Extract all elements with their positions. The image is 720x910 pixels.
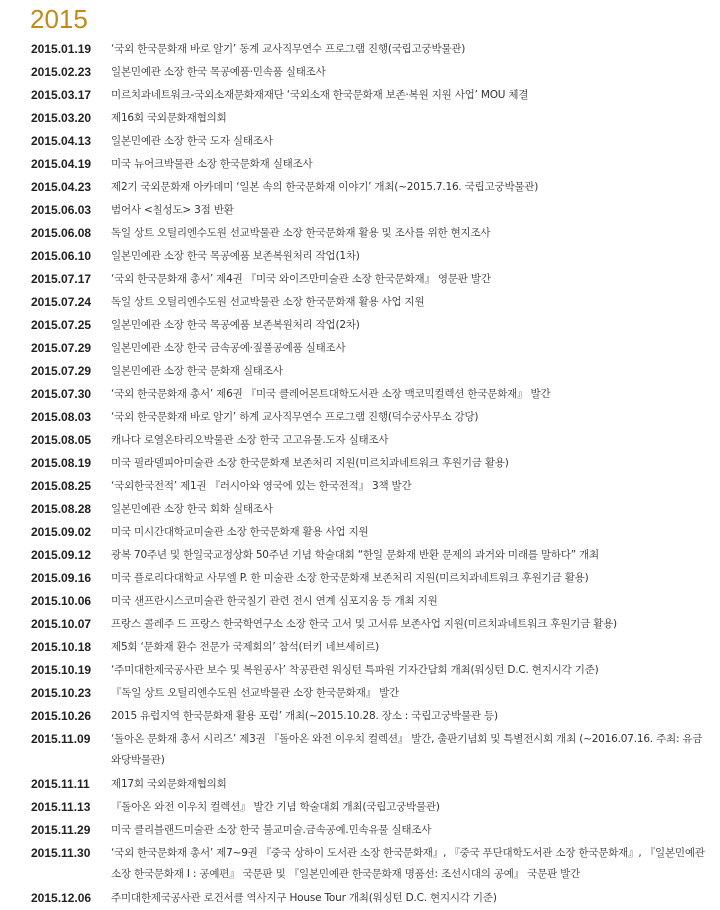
entry-date: 2015.04.23 xyxy=(31,180,92,194)
entry-date: 2015.06.08 xyxy=(31,226,92,240)
entry-date: 2015.11.29 xyxy=(31,823,91,837)
history-entry xyxy=(0,291,720,314)
entry-date: 2015.08.28 xyxy=(31,502,92,516)
history-entry xyxy=(0,682,720,705)
entry-date: 2015.07.24 xyxy=(31,295,92,309)
entry-text: 미국 필라델피아미술관 소장 한국문화재 보존처리 지원(미르치과네트워크 후원기금 활용) xyxy=(111,457,509,469)
entry-date: 2015.10.19 xyxy=(31,663,92,677)
entry-date: 2015.07.29 xyxy=(31,364,92,378)
entry-date: 2015.04.19 xyxy=(31,157,92,171)
entry-text: ‘돌아온 문화재 총서 시리즈’ 제3권 『돌아온 와전 이우치 컬렉션』 발간, 출판기념회 및 특별전시회 개최 (~2016.07.16. 주최: 유금와당박물관) xyxy=(111,733,703,766)
entry-text: 주미대한제국공사관 로건서클 역사지구 House Tour 개최(워싱턴 D.C. 현지시각 기준) xyxy=(111,892,497,904)
history-entry xyxy=(0,107,720,130)
history-entry xyxy=(0,887,720,910)
history-entry xyxy=(0,176,720,199)
entry-text: ‘국외 한국문화재 총서’ 제6권 『미국 클레어몬트대학도서관 소장 맥코믹컬렉션 한국문화재』 발간 xyxy=(111,388,551,400)
entry-text: 미국 미시간대학교미술관 소장 한국문화재 활용 사업 지원 xyxy=(111,526,369,538)
history-entry xyxy=(0,842,720,887)
entry-date: 2015.11.30 xyxy=(31,846,91,860)
entry-date: 2015.07.25 xyxy=(31,318,92,332)
entry-text: 미국 뉴어크박물관 소장 한국문화재 실태조사 xyxy=(111,158,313,170)
history-entry xyxy=(0,567,720,590)
entry-date: 2015.10.06 xyxy=(31,594,92,608)
entry-date: 2015.08.05 xyxy=(31,433,92,447)
entry-date: 2015.08.03 xyxy=(31,410,92,424)
entry-text: ‘국외 한국문화재 총서’ 제7~9권 『중국 상하이 도서관 소장 한국문화재』, 『중국 푸단대학도서관 소장 한국문화재』, 『일본민예관 소장 한국문화재 Ⅰ : 공예편』 국문판 및 『일본민예관 한국문화재 명품선: 조선시대의 공예』 국문판 발간 xyxy=(111,847,705,880)
entry-text: 프랑스 콜레주 드 프랑스 한국학연구소 소장 한국 고서 및 고서류 보존사업 지원(미르치과네트워크 후원기금 활용) xyxy=(111,618,617,630)
history-entry xyxy=(0,590,720,613)
entry-text: 제5회 ‘문화재 환수 전문가 국제회의’ 참석(터키 네브세히르) xyxy=(111,641,380,653)
entry-text: ‘국외 한국문화재 바로 알기’ 하계 교사직무연수 프로그램 진행(덕수궁사무소 강당) xyxy=(111,411,479,423)
history-entry xyxy=(0,337,720,360)
entry-date: 2015.08.25 xyxy=(31,479,92,493)
entry-text: 2015 유럽지역 한국문화재 활용 포럼’ 개최(~2015.10.28. 장소 : 국립고궁박물관 등) xyxy=(111,710,498,722)
entry-date: 2015.03.17 xyxy=(31,88,92,102)
history-entry xyxy=(0,199,720,222)
history-entry xyxy=(0,429,720,452)
entry-text: 일본민예관 소장 한국 금속공예·짚풀공예품 실태조사 xyxy=(111,342,346,354)
entry-date: 2015.09.12 xyxy=(31,548,92,562)
entry-text: 일본민예관 소장 한국 목공예품 보존복원처리 작업(1차) xyxy=(111,250,360,262)
history-entry xyxy=(0,796,720,819)
history-entry xyxy=(0,636,720,659)
history-entry xyxy=(0,61,720,84)
history-entry xyxy=(0,475,720,498)
entry-text: 일본민예관 소장 한국 문화재 실태조사 xyxy=(111,365,283,377)
entry-text: 미국 샌프란시스코미술관 한국칠기 관련 전시 연계 심포지움 등 개최 지원 xyxy=(111,595,438,607)
entry-date: 2015.07.30 xyxy=(31,387,92,401)
history-entry xyxy=(0,383,720,406)
entry-text: ‘국외한국전적’ 제1권 『러시아와 영국에 있는 한국전적』 3책 발간 xyxy=(111,480,412,492)
entry-date: 2015.11.13 xyxy=(31,800,91,814)
entry-date: 2015.10.23 xyxy=(31,686,92,700)
history-entry xyxy=(0,268,720,291)
entry-text: 제16회 국외문화재협의회 xyxy=(111,112,227,124)
history-entry xyxy=(0,84,720,107)
entry-text: 『독일 상트 오틸리엔수도원 선교박물관 소장 한국문화재』 발간 xyxy=(111,687,399,699)
entry-date: 2015.03.20 xyxy=(31,111,92,125)
history-entry xyxy=(0,360,720,383)
entry-text: 미르치과네트워크-국외소재문화재재단 ‘국외소재 한국문화재 보존·복원 지원 사업’ MOU 체결 xyxy=(111,89,529,101)
entry-date: 2015.12.06 xyxy=(31,891,92,905)
entry-date: 2015.10.18 xyxy=(31,640,92,654)
entry-text: 제17회 국외문화재협의회 xyxy=(111,778,227,790)
entry-date: 2015.07.17 xyxy=(31,272,92,286)
entry-date: 2015.09.16 xyxy=(31,571,92,585)
history-entry xyxy=(0,819,720,842)
entry-text: 일본민예관 소장 한국 도자 실태조사 xyxy=(111,135,273,147)
entry-text: 광복 70주년 및 한일국교정상화 50주년 기념 학술대회 “한일 문화재 반환 문제의 과거와 미래를 말하다” 개최 xyxy=(111,549,599,561)
history-entry xyxy=(0,406,720,429)
entry-text: 캐나다 로열온타리오박물관 소장 한국 고고유물.도자 실태조사 xyxy=(111,434,389,446)
history-entry xyxy=(0,659,720,682)
history-entry xyxy=(0,153,720,176)
entry-text: 일본민예관 소장 한국 목공예품 보존복원처리 작업(2차) xyxy=(111,319,360,331)
entry-date: 2015.06.10 xyxy=(31,249,92,263)
entry-text: 일본민예관 소장 한국 회화 실태조사 xyxy=(111,503,273,515)
history-entry xyxy=(0,613,720,636)
history-entry xyxy=(0,314,720,337)
entry-text: 미국 플로리다대학교 사무엘 P. 한 미술관 소장 한국문화재 보존처리 지원(미르치과네트워크 후원기금 활용) xyxy=(111,572,589,584)
entry-date: 2015.09.02 xyxy=(31,525,92,539)
history-entry xyxy=(0,130,720,153)
entry-date: 2015.10.26 xyxy=(31,709,92,723)
history-list xyxy=(0,38,720,910)
entry-text: 독일 상트 오틸리엔수도원 선교박물관 소장 한국문화재 활용 및 조사를 위한 현지조사 xyxy=(111,227,491,239)
history-entry xyxy=(0,705,720,728)
year-heading: 2015 xyxy=(30,4,88,34)
entry-text: 미국 클리블랜드미술관 소장 한국 불교미술.금속공예.민속유물 실태조사 xyxy=(111,824,432,836)
history-entry xyxy=(0,521,720,544)
entry-text: 범어사 <칠성도> 3점 반환 xyxy=(111,204,234,216)
entry-text: ‘주미대한제국공사관 보수 및 복원공사’ 착공관련 워싱턴 특파원 기자간담회 개최(워싱턴 D.C. 현지시각 기준) xyxy=(111,664,599,676)
entry-text: ‘국외 한국문화재 바로 알기’ 동계 교사직무연수 프로그램 진행(국립고궁박물관) xyxy=(111,43,466,55)
entry-date: 2015.06.03 xyxy=(31,203,92,217)
history-entry xyxy=(0,222,720,245)
entry-date: 2015.11.11 xyxy=(31,777,90,791)
history-entry xyxy=(0,544,720,567)
entry-text: 제2기 국외문화재 아카데미 ‘일본 속의 한국문화재 이야기’ 개최(~2015.7.16. 국립고궁박물관) xyxy=(111,181,539,193)
history-entry xyxy=(0,728,720,773)
entry-text: 독일 상트 오틸리엔수도원 선교박물관 소장 한국문화재 활용 사업 지원 xyxy=(111,296,425,308)
entry-text: 일본민예관 소장 한국 목공예품·민속품 실태조사 xyxy=(111,66,326,78)
history-entry xyxy=(0,38,720,61)
entry-date: 2015.11.09 xyxy=(31,732,91,746)
entry-date: 2015.07.29 xyxy=(31,341,92,355)
history-entry xyxy=(0,773,720,796)
entry-date: 2015.10.07 xyxy=(31,617,92,631)
entry-text: 『돌아온 와전 이우치 컬렉션』 발간 기념 학술대회 개최(국립고궁박물관) xyxy=(111,801,440,813)
entry-date: 2015.04.13 xyxy=(31,134,92,148)
history-entry xyxy=(0,498,720,521)
entry-date: 2015.02.23 xyxy=(31,65,92,79)
entry-date: 2015.08.19 xyxy=(31,456,92,470)
history-entry xyxy=(0,452,720,475)
history-entry xyxy=(0,245,720,268)
entry-date: 2015.01.19 xyxy=(31,42,92,56)
entry-text: ‘국외 한국문화재 총서’ 제4권 『미국 와이즈만미술관 소장 한국문화재』 영문판 발간 xyxy=(111,273,491,285)
